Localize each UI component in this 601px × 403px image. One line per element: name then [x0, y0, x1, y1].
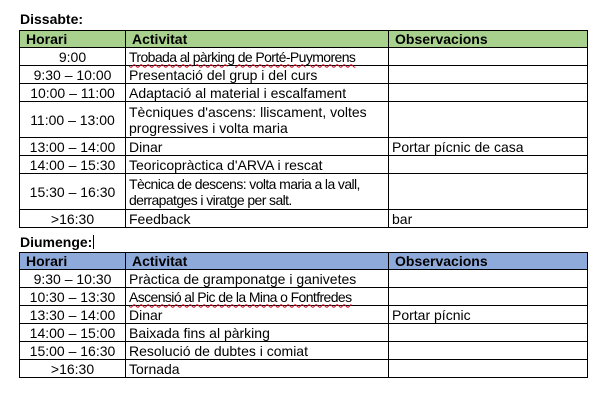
activity-cell[interactable]: Dinar [126, 138, 389, 156]
notes-cell[interactable]: Portar pícnic de casa [389, 138, 588, 156]
time-cell[interactable]: >16:30 [20, 210, 126, 228]
table-header-row [20, 31, 588, 48]
table-row [20, 324, 588, 342]
time-cell[interactable]: 10:00 – 11:00 [20, 84, 126, 102]
table-row [20, 102, 588, 138]
notes-cell[interactable] [389, 270, 588, 288]
notes-cell[interactable] [389, 174, 588, 210]
header-observacions: Observacions [389, 253, 588, 270]
header-horari: Horari [20, 253, 126, 270]
time-cell[interactable]: 13:30 – 14:00 [20, 306, 126, 324]
notes-cell[interactable] [389, 360, 588, 378]
table-row [20, 360, 588, 378]
notes-cell[interactable] [389, 48, 588, 66]
activity-cell[interactable]: Teoricopràctica d'ARVA i rescat [126, 156, 389, 174]
notes-cell[interactable] [389, 342, 588, 360]
table-row [20, 138, 588, 156]
table-row [20, 288, 588, 306]
time-cell[interactable]: 11:00 – 13:00 [20, 102, 126, 138]
header-observacions: Observacions [389, 31, 588, 48]
table-header-row [20, 253, 588, 270]
activity-cell[interactable]: Tècnica de descens: volta maria a la vall, derrapatges i viratge per salt. [126, 174, 389, 210]
notes-cell[interactable] [389, 288, 588, 306]
time-cell[interactable]: >16:30 [20, 360, 126, 378]
activity-cell[interactable]: Pràctica de gramponatge i ganivetes [126, 270, 389, 288]
table-row [20, 174, 588, 210]
activity-cell[interactable]: Feedback [126, 210, 389, 228]
activity-cell[interactable]: Tornada [126, 360, 389, 378]
time-cell[interactable]: 13:00 – 14:00 [20, 138, 126, 156]
sunday-schedule-table [19, 252, 588, 378]
time-cell[interactable]: 9:00 [20, 48, 126, 66]
table-row [20, 84, 588, 102]
table-row [20, 48, 588, 66]
time-cell[interactable]: 15:00 – 16:30 [20, 342, 126, 360]
time-cell[interactable]: 9:30 – 10:00 [20, 66, 126, 84]
activity-cell[interactable]: Trobada al pàrking de Porté-Puymorens [126, 48, 389, 66]
time-cell[interactable]: 10:30 – 13:30 [20, 288, 126, 306]
notes-cell[interactable] [389, 66, 588, 84]
activity-cell[interactable]: Adaptació al material i escalfament [126, 84, 389, 102]
activity-cell[interactable]: Resolució de dubtes i comiat [126, 342, 389, 360]
table-row [20, 156, 588, 174]
table-row [20, 66, 588, 84]
time-cell[interactable]: 9:30 – 10:30 [20, 270, 126, 288]
time-cell[interactable]: 14:00 – 15:00 [20, 324, 126, 342]
notes-cell[interactable]: Portar pícnic [389, 306, 588, 324]
header-activitat: Activitat [126, 31, 389, 48]
table-row [20, 270, 588, 288]
activity-cell[interactable]: Tècniques d'ascens: lliscament, voltes progressives i volta maria [126, 102, 389, 138]
activity-cell[interactable]: Dinar [126, 306, 389, 324]
header-horari: Horari [20, 31, 126, 48]
notes-cell[interactable] [389, 102, 588, 138]
time-cell[interactable]: 14:00 – 15:30 [20, 156, 126, 174]
notes-cell[interactable]: bar [389, 210, 588, 228]
notes-cell[interactable] [389, 324, 588, 342]
activity-cell[interactable]: Baixada fins al pàrking [126, 324, 389, 342]
notes-cell[interactable] [389, 84, 588, 102]
table-row [20, 306, 588, 324]
sunday-title: Diumenge: [20, 234, 93, 250]
activity-cell[interactable]: Ascensió al Pic de la Mina o Fontfredes [126, 288, 389, 306]
notes-cell[interactable] [389, 156, 588, 174]
table-row [20, 342, 588, 360]
header-activitat: Activitat [126, 253, 389, 270]
saturday-title: Dissabte: [20, 11, 84, 27]
table-row [20, 210, 588, 228]
time-cell[interactable]: 15:30 – 16:30 [20, 174, 126, 210]
activity-cell[interactable]: Presentació del grup i del curs [126, 66, 389, 84]
saturday-schedule-table [19, 30, 588, 228]
text-cursor [93, 235, 94, 249]
